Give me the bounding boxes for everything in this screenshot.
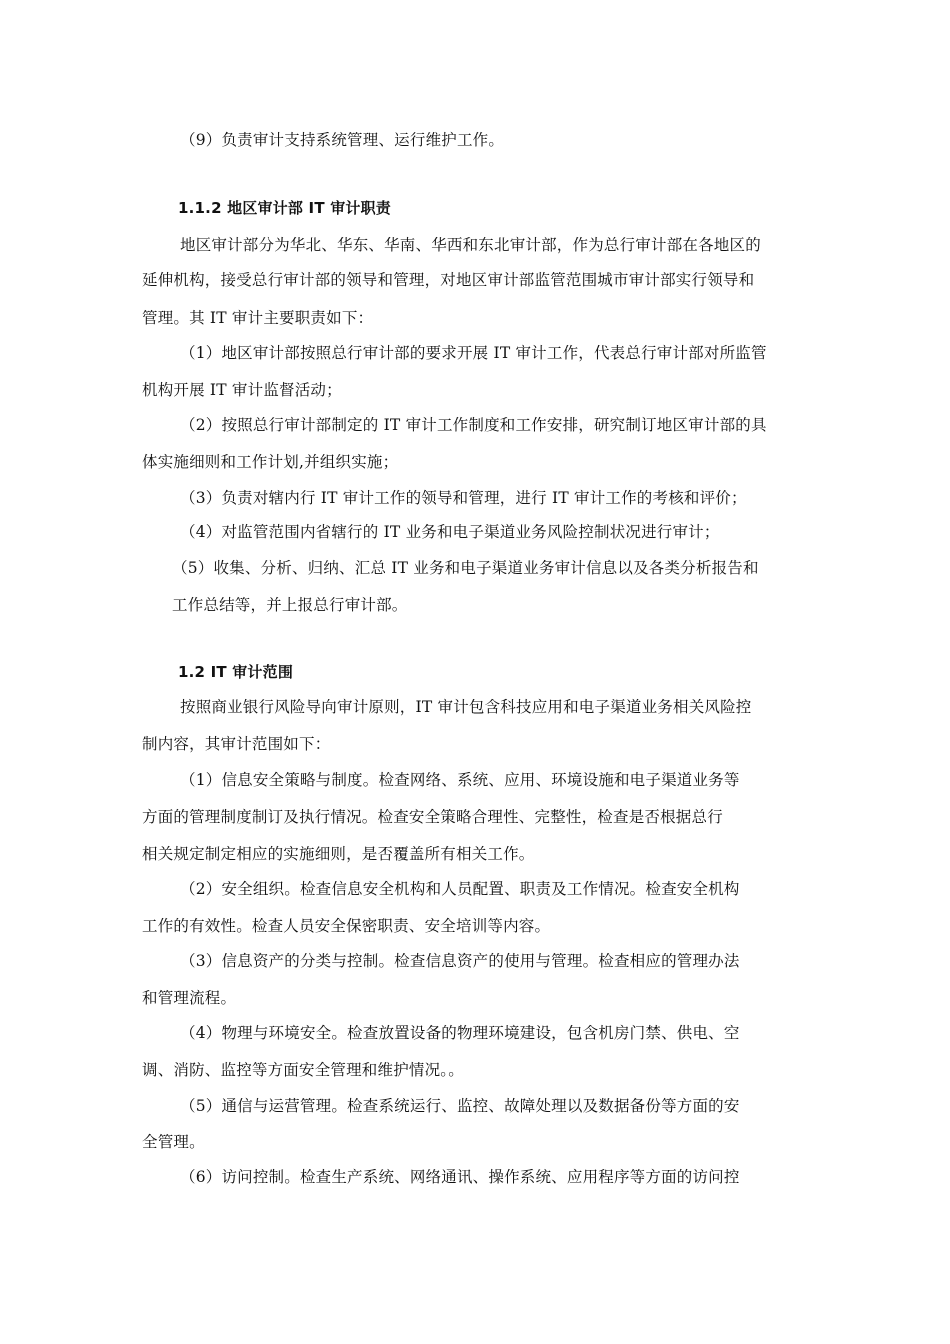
paragraph-line: （1）地区审计部按照总行审计部的要求开展 IT 审计工作，代表总行审计部对所监管	[180, 344, 767, 362]
section-heading-1-1-2: 1.1.2 地区审计部 IT 审计职责	[178, 199, 391, 217]
paragraph-line: 制内容，其审计范围如下：	[142, 735, 331, 753]
paragraph-line: （3）负责对辖内行 IT 审计工作的领导和管理，进行 IT 审计工作的考核和评价；	[180, 489, 747, 507]
paragraph-line: （5）通信与运营管理。检查系统运行、监控、故障处理以及数据备份等方面的安	[180, 1097, 740, 1115]
paragraph-line: 全管理。	[142, 1133, 205, 1151]
paragraph-line: 管理。其 IT 审计主要职责如下：	[142, 309, 374, 327]
paragraph-line: （2）安全组织。检查信息安全机构和人员配置、职责及工作情况。检查安全机构	[180, 880, 740, 898]
paragraph-line: 调、消防、监控等方面安全管理和维护情况。。	[142, 1061, 464, 1079]
paragraph-line: （2）按照总行审计部制定的 IT 审计工作制度和工作安排，研究制订地区审计部的具	[180, 416, 767, 434]
paragraph-line: 工作总结等，并上报总行审计部。	[172, 596, 408, 614]
paragraph-line: 延伸机构，接受总行审计部的领导和管理，对地区审计部监管范围城市审计部实行领导和	[142, 271, 755, 289]
paragraph-line: 相关规定制定相应的实施细则，是否覆盖所有相关工作。	[142, 845, 535, 863]
paragraph-line: 和管理流程。	[142, 989, 237, 1007]
paragraph-line: （6）访问控制。检查生产系统、网络通讯、操作系统、应用程序等方面的访问控	[180, 1168, 740, 1186]
paragraph-line: （5）收集、分析、归纳、汇总 IT 业务和电子渠道业务审计信息以及各类分析报告和	[172, 559, 759, 577]
paragraph-line: 按照商业银行风险导向审计原则，IT 审计包含科技应用和电子渠道业务相关风险控	[180, 698, 752, 716]
paragraph-line: （9）负责审计支持系统管理、运行维护工作。	[180, 131, 505, 149]
paragraph-line: （4）对监管范围内省辖行的 IT 业务和电子渠道业务风险控制状况进行审计；	[180, 523, 720, 541]
paragraph-line: （3）信息资产的分类与控制。检查信息资产的使用与管理。检查相应的管理办法	[180, 952, 740, 970]
paragraph-line: 地区审计部分为华北、华东、华南、华西和东北审计部，作为总行审计部在各地区的	[180, 236, 761, 254]
paragraph-line: 体实施细则和工作计划,并组织实施；	[142, 453, 399, 471]
section-heading-1-2: 1.2 IT 审计范围	[178, 663, 294, 681]
paragraph-line: 方面的管理制度制订及执行情况。检查安全策略合理性、完整性，检查是否根据总行	[142, 808, 723, 826]
paragraph-line: 工作的有效性。检查人员安全保密职责、安全培训等内容。	[142, 917, 551, 935]
paragraph-line: （1）信息安全策略与制度。检查网络、系统、应用、环境设施和电子渠道业务等	[180, 771, 740, 789]
paragraph-line: （4）物理与环境安全。检查放置设备的物理环境建设，包含机房门禁、供电、空	[180, 1024, 740, 1042]
paragraph-line: 机构开展 IT 审计监督活动；	[142, 381, 342, 399]
